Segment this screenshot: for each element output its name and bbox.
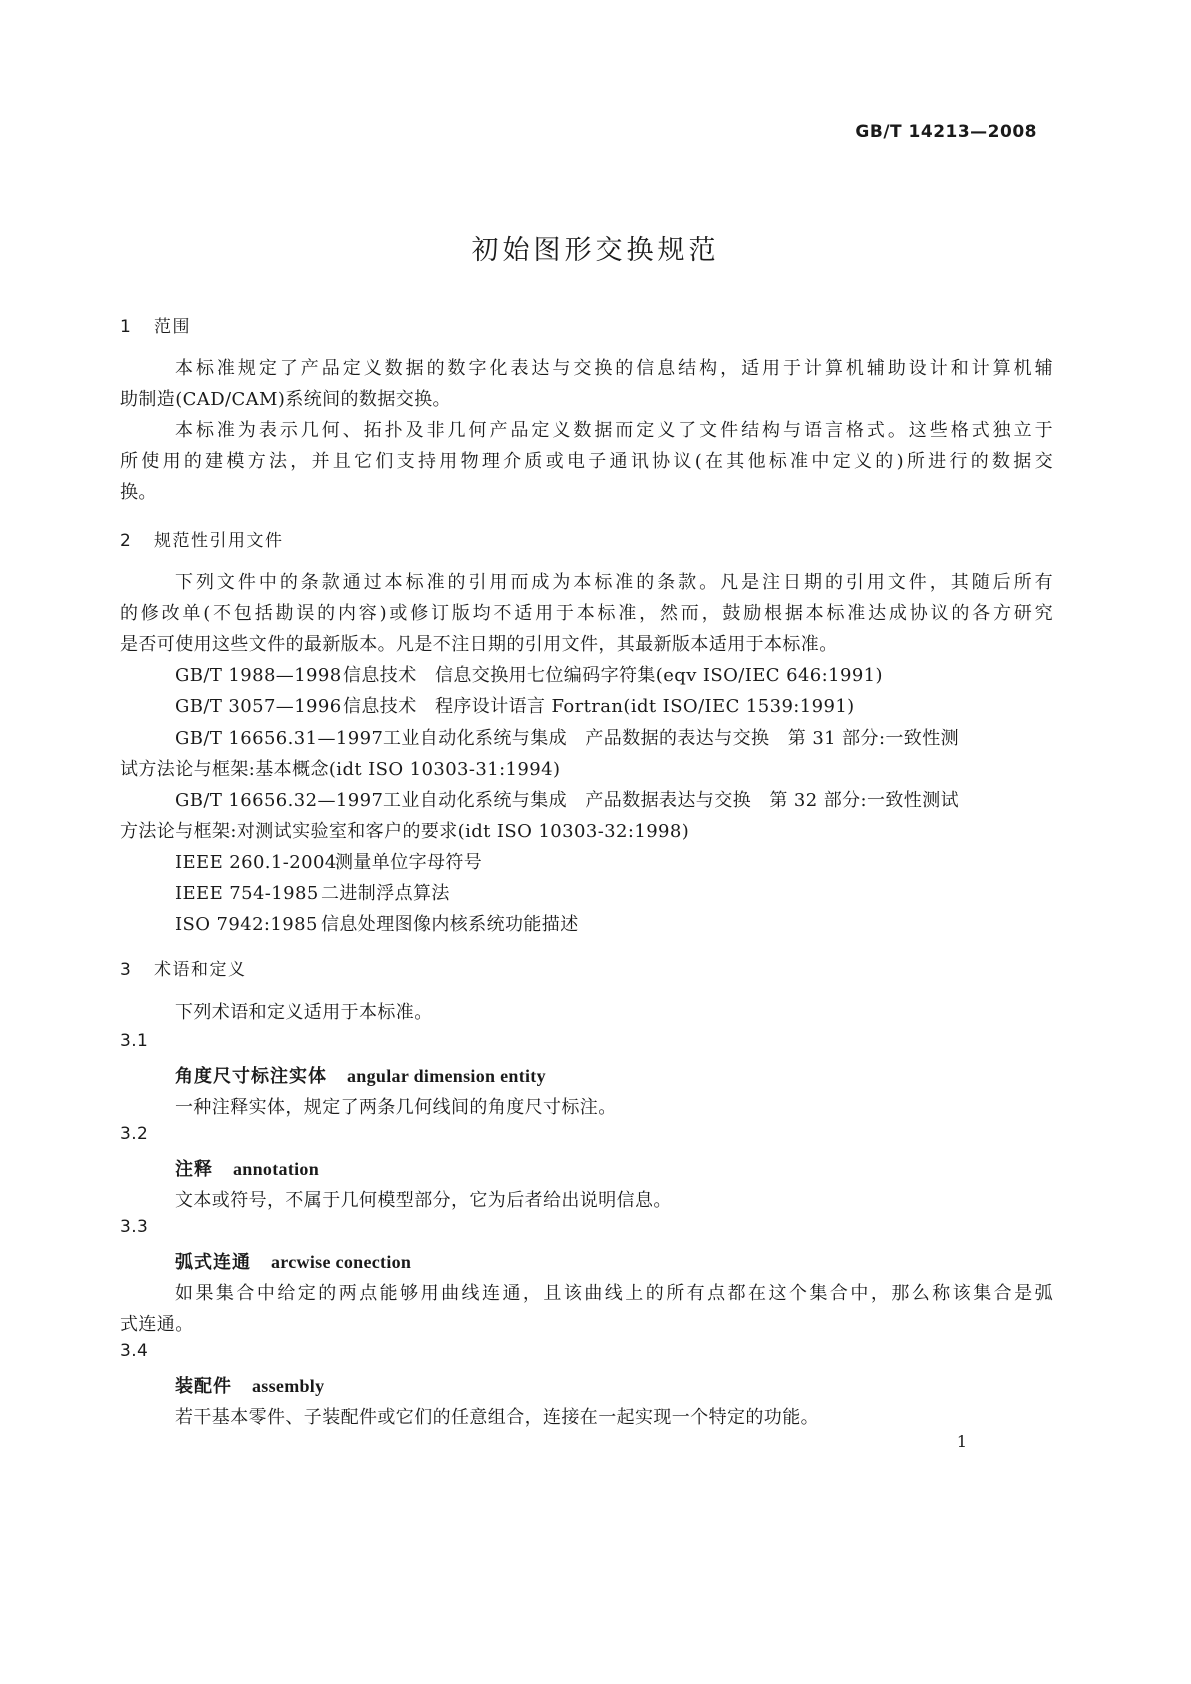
term-definition: 若干基本零件、子装配件或它们的任意组合，连接在一起实现一个特定的功能。: [175, 1407, 819, 1428]
term-english: annotation: [233, 1159, 320, 1179]
term-heading: [175, 1155, 1053, 1181]
reference-title: 二进制浮点算法: [321, 883, 450, 904]
term-heading: [175, 1372, 1053, 1398]
reference-item: [175, 724, 1053, 750]
page-number: 1: [956, 1432, 967, 1451]
paragraph-line: 是否可使用这些文件的最新版本。凡是不注日期的引用文件，其最新版本适用于本标准。: [120, 634, 838, 655]
paragraph-line: 本标准为表示几何、拓扑及非几何产品定义数据而定义了文件结构与语言格式。这些格式独立于: [175, 420, 1053, 441]
reference-title: 工业自动化系统与集成 产品数据的表达与交换 第 31 部分:一致性测: [383, 728, 960, 749]
reference-item: [175, 692, 1053, 718]
term-heading: [175, 1248, 1053, 1274]
paragraph-line: 的修改单(不包括勘误的内容)或修订版均不适用于本标准，然而，鼓励根据本标准达成协议的各方研究: [120, 603, 1053, 624]
reference-code: GB/T 1988—1998: [175, 665, 342, 686]
paragraph-line: 换。: [120, 482, 157, 503]
term-chinese: 弧式连通: [175, 1252, 251, 1273]
section-title: 范围: [154, 317, 191, 337]
section-number: 2: [120, 531, 133, 551]
reference-item: [175, 786, 1053, 812]
term-chinese: 装配件: [175, 1376, 232, 1397]
reference-code: IEEE 754-1985: [175, 883, 319, 904]
section-1-heading: [120, 312, 1053, 337]
clause-number: 3.1: [120, 1031, 149, 1051]
section-title: 规范性引用文件: [154, 531, 284, 551]
paragraph-line: 下列术语和定义适用于本标准。: [175, 1002, 433, 1023]
section-number: 1: [120, 317, 133, 337]
term-definition: 如果集合中给定的两点能够用曲线连通，且该曲线上的所有点都在这个集合中，那么称该集合是弧: [175, 1283, 1053, 1304]
reference-item: [175, 661, 1053, 687]
term-english: assembly: [252, 1376, 325, 1396]
reference-code: GB/T 3057—1996: [175, 696, 342, 717]
document-title: 初始图形交换规范: [471, 235, 720, 266]
section-2-heading: [120, 526, 1053, 551]
section-number: 3: [120, 960, 133, 980]
reference-title: 信息技术 信息交换用七位编码字符集(eqv ISO/IEC 646:1991): [343, 665, 883, 686]
term-english: angular dimension entity: [347, 1066, 546, 1086]
reference-title: 测量单位字母符号: [335, 852, 483, 873]
reference-code: GB/T 16656.31—1997: [175, 728, 384, 749]
clause-number: 3.3: [120, 1217, 149, 1237]
reference-item-continuation: 试方法论与框架:基本概念(idt ISO 10303-31:1994): [120, 759, 561, 780]
reference-code: ISO 7942:1985: [175, 914, 318, 935]
term-definition-continuation: 式连通。: [120, 1314, 194, 1335]
reference-item: [175, 848, 1053, 874]
reference-title: 信息处理图像内核系统功能描述: [321, 914, 579, 935]
term-heading: [175, 1062, 1053, 1088]
reference-title: 信息技术 程序设计语言 Fortran(idt ISO/IEC 1539:1991): [343, 696, 855, 717]
paragraph-line: 下列文件中的条款通过本标准的引用而成为本标准的条款。凡是注日期的引用文件，其随后所有: [175, 572, 1053, 593]
reference-code: IEEE 260.1-2004: [175, 852, 337, 873]
clause-number: 3.4: [120, 1341, 149, 1361]
term-chinese: 角度尺寸标注实体: [175, 1066, 327, 1087]
reference-item: [175, 910, 1053, 936]
term-definition: 文本或符号，不属于几何模型部分，它为后者给出说明信息。: [175, 1190, 672, 1211]
term-chinese: 注释: [175, 1159, 213, 1180]
section-3-heading: [120, 955, 1053, 980]
section-title: 术语和定义: [154, 960, 247, 980]
standard-code: GB/T 14213—2008: [855, 122, 1037, 142]
paragraph-line: 助制造(CAD/CAM)系统间的数据交换。: [120, 389, 451, 410]
term-english: arcwise conection: [271, 1252, 412, 1272]
reference-item-continuation: 方法论与框架:对测试实验室和客户的要求(idt ISO 10303-32:1998): [120, 821, 690, 842]
term-definition: 一种注释实体，规定了两条几何线间的角度尺寸标注。: [175, 1097, 617, 1118]
reference-title: 工业自动化系统与集成 产品数据表达与交换 第 32 部分:一致性测试: [383, 790, 960, 811]
clause-number: 3.2: [120, 1124, 149, 1144]
paragraph-line: 所使用的建模方法，并且它们支持用物理介质或电子通讯协议(在其他标准中定义的)所进行的数据交: [120, 451, 1053, 472]
paragraph-line: 本标准规定了产品定义数据的数字化表达与交换的信息结构，适用于计算机辅助设计和计算机辅: [175, 358, 1053, 379]
reference-item: [175, 879, 1053, 905]
reference-code: GB/T 16656.32—1997: [175, 790, 384, 811]
